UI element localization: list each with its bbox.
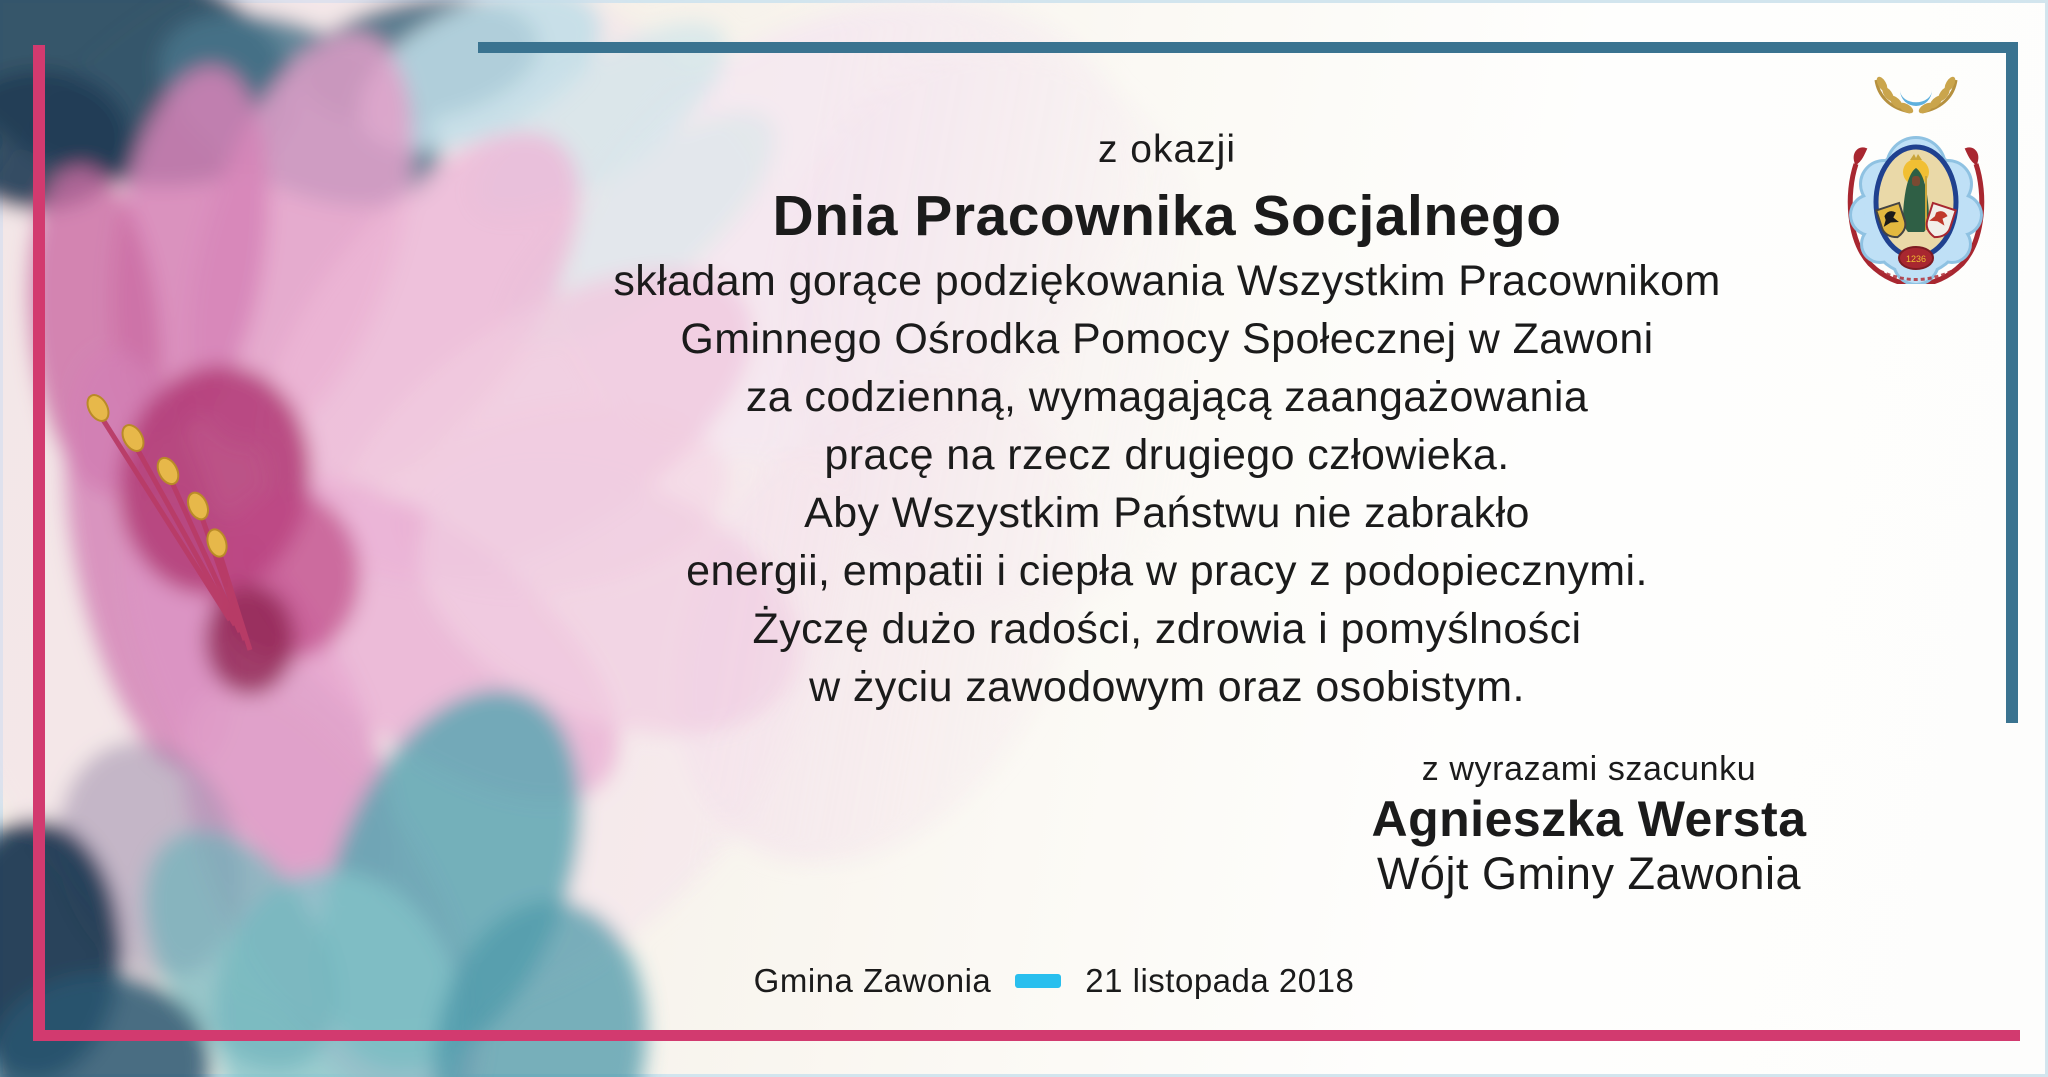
body-line: za codzienną, wymagającą zaangażowania (745, 373, 1589, 421)
crest-year-label: 1236 (1905, 254, 1927, 264)
body-line: w życiu zawodowym oraz osobistym. (809, 663, 1525, 711)
frame-line-left (33, 45, 45, 1041)
signature-role: Wójt Gminy Zawonia (1376, 848, 1802, 899)
body-line: pracę na rzecz drugiego człowieka. (824, 431, 1510, 479)
signature-name: Agnieszka Wersta (1371, 791, 1807, 847)
footer-date: 21 listopada 2018 (1085, 962, 1355, 999)
footer (60, 962, 2048, 1000)
crest-laurel-icon (1875, 75, 1958, 115)
body-line: Gminnego Ośrodka Pomocy Społecznej w Zawoni (680, 315, 1654, 363)
body-line: Życzę dużo radości, zdrowia i pomyślności (752, 605, 1582, 653)
footer-divider-dash (1015, 974, 1061, 988)
closing-line: z wyrazami szacunku (1421, 750, 1757, 788)
body-line: energii, empatii i ciepła w pracy z podopiecznymi. (686, 547, 1648, 595)
body-line: Aby Wszystkim Państwu nie zabrakło (804, 489, 1530, 537)
footer-municipality-label: Gmina Zawonia (753, 962, 992, 999)
frame-line-bottom (33, 1030, 2020, 1041)
greeting-body (286, 252, 2048, 716)
frame-line-top (478, 42, 2018, 53)
occasion-intro: z okazji (1097, 128, 1237, 171)
card-title: Dnia Pracownika Socjalnego (772, 184, 1562, 248)
body-line: składam gorące podziękowania Wszystkim Pracownikom (613, 257, 1721, 305)
